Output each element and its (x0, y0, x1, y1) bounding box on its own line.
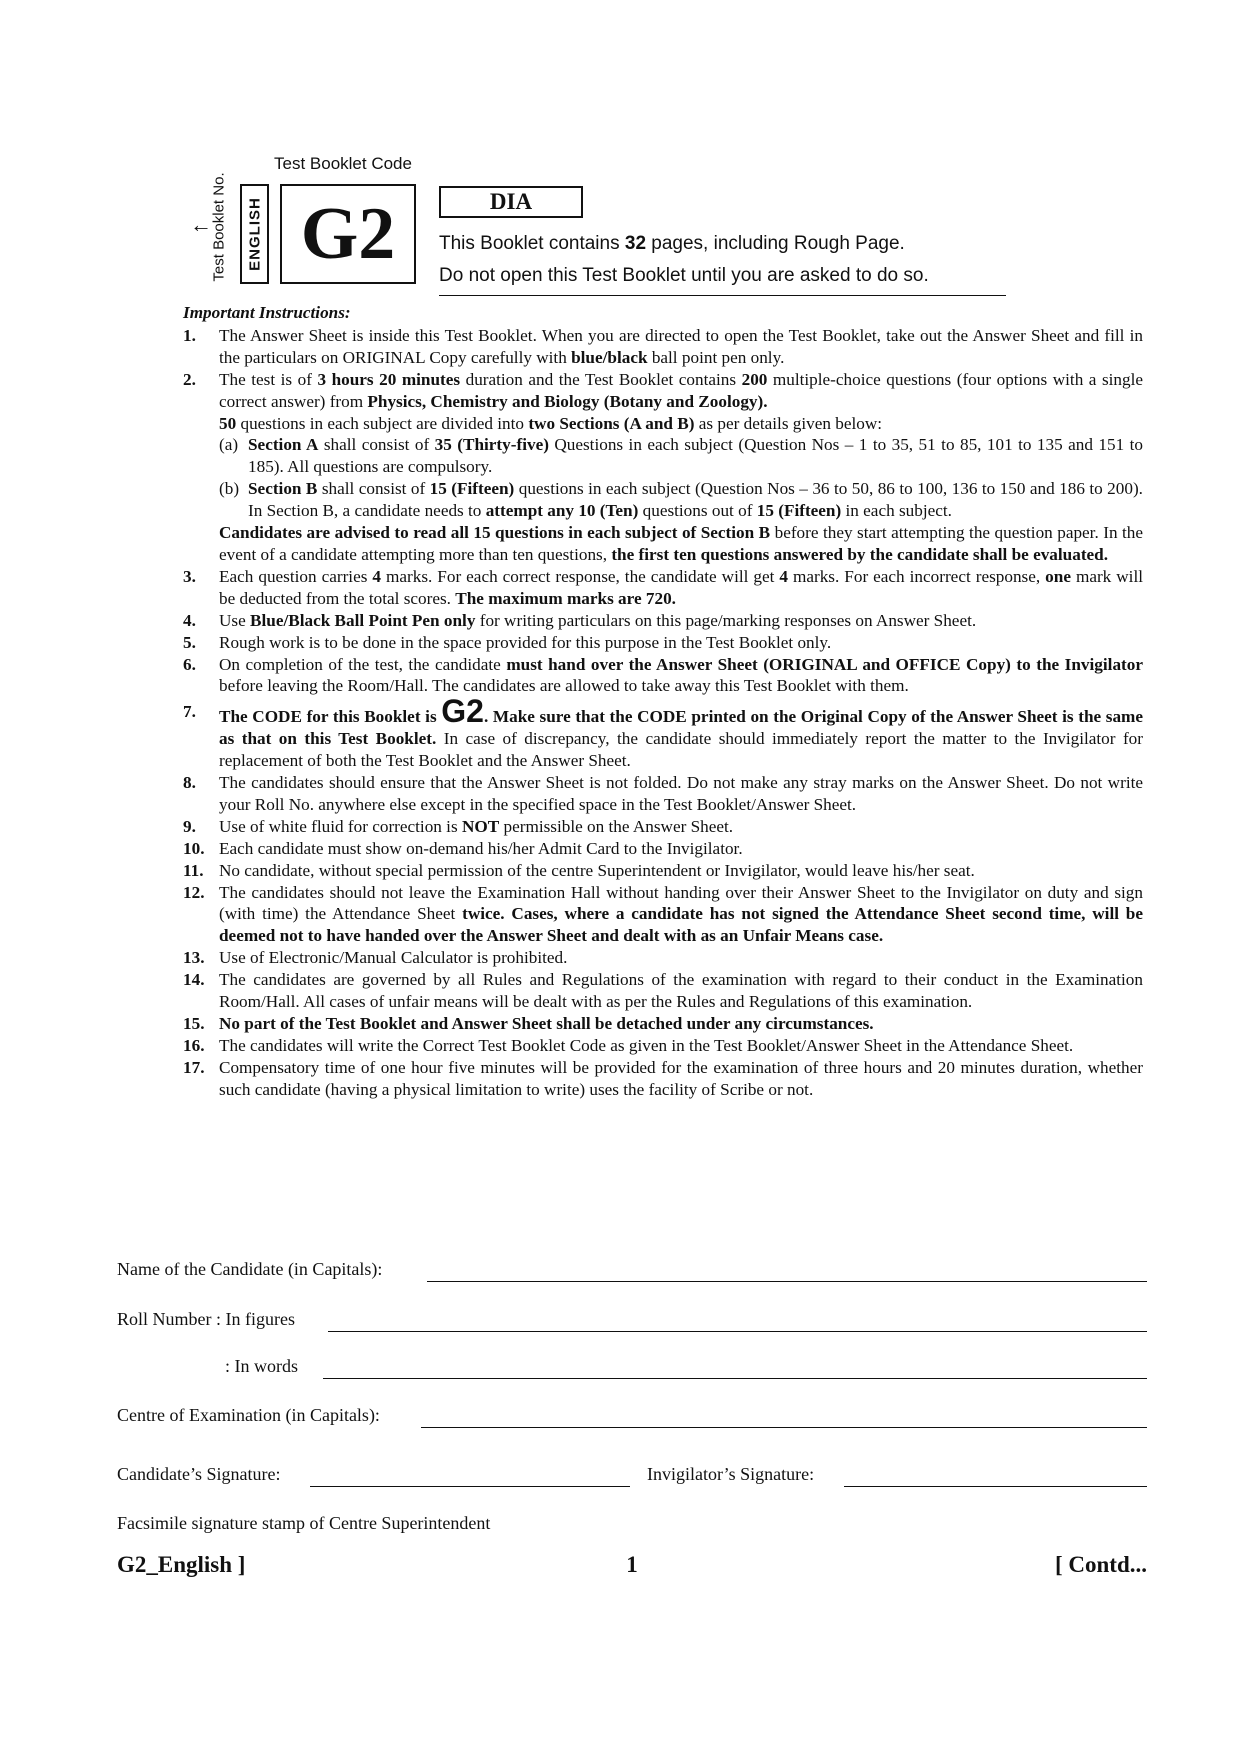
centre-label: Centre of Examination (in Capitals): (117, 1405, 380, 1425)
language-box: ENGLISH (240, 184, 269, 284)
instruction-item-7: 7. The CODE for this Booklet is G2. Make sure that the CODE printed on the Original Copy of the Answer Sheet is the same as that on this Test Booklet. In case of discrepancy, the candidate should immediately report the matter to the Invigilator for replacement of both the Test Booklet and the Answer Sheet. (183, 693, 1144, 771)
instruction-item-16: 16. The candidates will write the Correct Test Booklet Code as given in the Test Booklet/Answer Sheet in the Attendance Sheet. (183, 1035, 1074, 1055)
facsimile-label: Facsimile signature stamp of Centre Superintendent (117, 1513, 491, 1533)
instruction-item-17: 17. Compensatory time of one hour five minutes will be provided for the examination of three hours and 20 minutes duration, whether such candidate (having a physical limitation to write) uses the facility of Scribe or not. (183, 1057, 1143, 1099)
do-not-open-note: Do not open this Test Booklet until you are asked to do so. (439, 265, 929, 286)
signature-row (117, 1463, 1147, 1487)
header-divider (439, 295, 1006, 296)
instruction-item-10: 10. Each candidate must show on-demand his/her Admit Card to the Invigilator. (183, 838, 743, 858)
page-count-note: This Booklet contains 32 pages, including Rough Page. (439, 233, 905, 254)
roll-words-label: : In words (225, 1356, 298, 1376)
roll-figures-label: Roll Number : In figures (117, 1309, 295, 1329)
instruction-item-14: 14. The candidates are governed by all Rules and Regulations of the examination with regard to their conduct in the Examination Room/Hall. All cases of unfair means will be dealt with as per the Rules and Regulations of this examination. (183, 970, 1143, 1012)
test-booklet-code-label: Test Booklet Code (274, 154, 412, 173)
name-label: Name of the Candidate (in Capitals): (117, 1259, 383, 1279)
instruction-item-12: 12. The candidates should not leave the Examination Hall without handing over their Answer Sheet to the Invigilator on duty and sign (with time) the Attendance Sheet twice. Cases, where a candidate has not signed the Attendance Sheet second time, will be deemed not to have handed over the Answer Sheet and dealt with as an Unfair Means case. (183, 882, 1143, 946)
instruction-item-3: 3. Each question carries 4 marks. For each correct response, the candidate will get 4 marks. For each incorrect response, one mark will be deducted from the total scores. The maximum marks are 720. (183, 566, 1144, 608)
section-b-advice: Candidates are advised to read all 15 questions in each subject of Section B before they start attempting the question paper. In the event of a candidate attempting more than ten questions, the first ten questions answered by the candidate shall be evaluated. (219, 523, 1144, 564)
instruction-item-1: 1. The Answer Sheet is inside this Test Booklet. When you are directed to open the Test Booklet, take out the Answer Sheet and fill in the particulars on ORIGINAL Copy carefully with blue/black ball point pen only. (183, 325, 1143, 367)
name-field[interactable] (427, 1281, 1147, 1282)
booklet-header (0, 0, 1240, 300)
roll-words-row (117, 1355, 1147, 1379)
candidate-signature-field[interactable] (310, 1486, 630, 1487)
instruction-item-15: 15. No part of the Test Booklet and Answer Sheet shall be detached under any circumstances. (183, 1014, 874, 1033)
instruction-item-4: 4. Use Blue/Black Ball Point Pen only for writing particulars on this page/marking responses on Answer Sheet. (183, 610, 977, 630)
instruction-list (183, 325, 1143, 1101)
centre-row (117, 1404, 1147, 1428)
page-number: 1 (626, 1552, 638, 1577)
candidate-signature-label: Candidate’s Signature: (117, 1464, 281, 1484)
instructions-heading: Important Instructions: (183, 303, 351, 322)
invigilator-signature-label: Invigilator’s Signature: (647, 1464, 815, 1484)
roll-words-field[interactable] (323, 1378, 1147, 1379)
instruction-item-5: 5. Rough work is to be done in the space provided for this purpose in the Test Booklet only. (183, 632, 832, 652)
test-booklet-no-label: Test Booklet No. (210, 172, 228, 282)
instruction-item-2: 2. The test is of 3 hours 20 minutes duration and the Test Booklet contains 200 multiple-choice questions (four options with a single correct answer) from Physics, Chemistry and Biology (Botany and Zoology). 50 questions in each subject are divided into two Sections (A and B) as per details given below: (a) Section A shall consist of 35 (Thirty-five) Questions in each subject (Question Nos – 1 to 35, 51 to 85, 101 to 135 and 151 to 185). All questions are compulsory. (b) Section B shall consist of 15 (Fifteen) questions in each subject (Question Nos – 36 to 50, 86 to 100, 136 to 150 and 186 to 200). In Section B, a candidate needs to attempt any 10 (Ten) questions out of 15 (Fifteen) in each subject. Candidates are advised to read all 15 questions in each subject of Section B before they start attempting the question paper. In the event of a candidate attempting more than ten questions, the first ten questions answered by the candidate shall be evaluated. (183, 369, 1144, 564)
invigilator-signature-field[interactable] (844, 1486, 1147, 1487)
name-row (117, 1258, 1147, 1282)
instruction-item-8: 8. The candidates should ensure that the Answer Sheet is not folded. Do not make any stray marks on the Answer Sheet. Do not write your Roll No. anywhere else except in the specified space in the Test Booklet/Answer Sheet. (183, 773, 1143, 814)
instruction-item-11: 11. No candidate, without special permission of the centre Superintendent or Invigilator, would leave his/her seat. (183, 860, 975, 880)
instruction-item-13: 13. Use of Electronic/Manual Calculator is prohibited. (183, 948, 568, 968)
page-footer (117, 1552, 1147, 1582)
roll-figures-row (117, 1308, 1147, 1332)
facsimile-row (117, 1512, 1147, 1536)
centre-field[interactable] (421, 1427, 1147, 1428)
arrow-left-icon: ← (190, 212, 212, 237)
instruction-item-9: 9. Use of white fluid for correction is NOT permissible on the Answer Sheet. (183, 816, 734, 836)
footer-contd: [ Contd... (1054, 1552, 1147, 1577)
section-a-rule: (a) Section A shall consist of 35 (Thirty-five) Questions in each subject (Question Nos – 1 to 35, 51 to 85, 101 to 135 and 151 to 185). All questions are compulsory. (219, 435, 1143, 477)
footer-booklet-id: G2_English ] (117, 1552, 246, 1577)
booklet-code-box: G2 (280, 184, 416, 284)
instruction-item-6: 6. On completion of the test, the candidate must hand over the Answer Sheet (ORIGINAL and OFFICE Copy) to the Invigilator before leaving the Room/Hall. The candidates are allowed to take away this Test Booklet with them. (183, 654, 1143, 696)
important-instructions (183, 302, 1143, 1101)
section-b-rule: (b) Section B shall consist of 15 (Fifteen) questions in each subject (Question Nos – 36 to 50, 86 to 100, 136 to 150 and 186 to 200). In Section B, a candidate needs to attempt any 10 (Ten) questions out of 15 (Fifteen) in each subject. (219, 479, 1143, 521)
inline-booklet-code: G2 (441, 693, 484, 730)
series-box: DIA (439, 186, 583, 218)
roll-figures-field[interactable] (328, 1331, 1147, 1332)
